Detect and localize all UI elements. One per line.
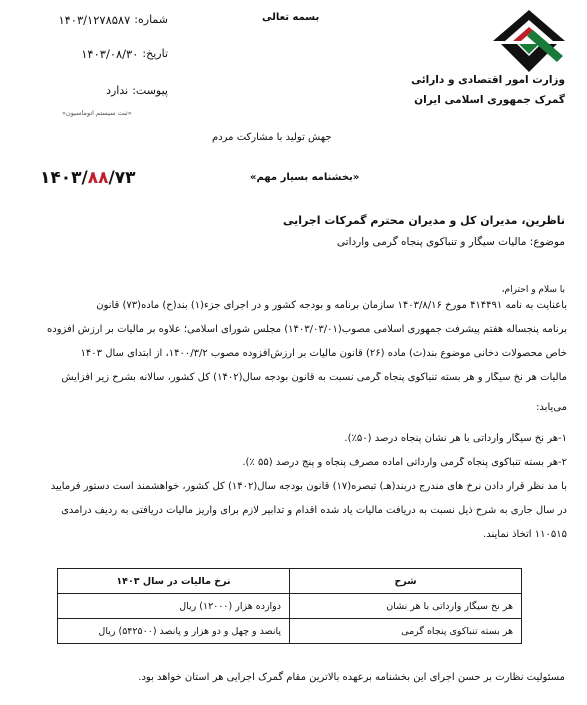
- slogan: جهش تولید با مشارکت مردم: [212, 132, 332, 143]
- column-header-description: شرح: [290, 569, 522, 594]
- org-name-line2: گمرک جمهوری اسلامی ایران: [414, 94, 565, 106]
- circular-number-seq: /۷۳: [108, 168, 136, 188]
- paragraph2-line3: ۱۱۰۵۱۵ اتخاذ نمایند.: [483, 529, 567, 540]
- paragraph1-line5: می‌یابد:: [536, 402, 567, 413]
- paragraph1-line4: مالیات هر نخ سیگار و هر بسته تنباکوی پنجاه گرمی نسبت به قانون بودجه سال(۱۴۰۲) کل کشور، سالانه بشرح زیر افزایش: [61, 372, 567, 383]
- greeting: با سلام و احترام،: [501, 285, 565, 295]
- footer-note: مسئولیت نظارت بر حسن اجرای این بخشنامه برعهده بالاترین مقام گمرک اجرایی هر استان خواهد بود.: [138, 672, 565, 683]
- attachment-value: ندارد: [106, 84, 129, 97]
- date-label: تاریخ:: [142, 47, 168, 60]
- table-cell-description: هر بسته تنباکوی پنجاه گرمی: [290, 619, 522, 644]
- date-value: ۱۴۰۳/۰۸/۳۰: [81, 47, 139, 61]
- circular-number: [40, 168, 135, 188]
- table-cell-description: هر نخ سیگار وارداتی با هر نشان: [290, 594, 522, 619]
- list-item-cigarette: ۱-هر نخ سیگار وارداتی با هر نشان پنجاه درصد (۵۰٪).: [344, 433, 567, 444]
- list-item-tobacco: ۲-هر بسته تنباکوی پنجاه گرمی وارداتی آماده مصرف پنجاه و پنج درصد (۵۵ ٪).: [242, 457, 567, 468]
- table-header-row: [58, 569, 522, 594]
- table-row: [58, 594, 522, 619]
- urgent-label: «بخشنامه بسیار مهم»: [250, 172, 360, 183]
- table-cell-rate: دوازده هزار (۱۲۰۰۰) ریال: [58, 594, 290, 619]
- attachment-field: [18, 84, 168, 97]
- paragraph2-line2: در سال جاری به شرح ذیل نسبت به دریافت مالیات یاد شده اقدام و تدابیر لازم برای واریز مالیات دریافتی به ردیف درآمدی: [61, 505, 567, 516]
- circular-number-red: ۸۸: [87, 168, 109, 188]
- paragraph1-line1: باعنایت به نامه ۴۱۴۴۹۱ مورخ ۱۴۰۳/۸/۱۶ سازمان برنامه و بودجه کشور و در اجرای جزء(۱) بند(ح) ماده(۷۳) قانون: [96, 300, 567, 311]
- bismillah: بسمه تعالی: [262, 12, 320, 23]
- number-label: شماره:: [134, 13, 168, 26]
- table-cell-rate: پانصد و چهل و دو هزار و پانصد (۵۴۲۵۰۰) ریال: [58, 619, 290, 644]
- org-name-line1: وزارت امور اقتصادی و دارائی: [411, 74, 565, 86]
- number-field: [18, 13, 168, 27]
- paragraph2-line1: با مد نظر قرار دادن نرخ های مندرج دربند(هـ) تبصره(۱۷) قانون بودجه سال(۱۴۰۲) کل کشور، خواهشمند است دستور فرمایید: [50, 481, 567, 492]
- addressee: ناظرین، مدیران کل و مدیران محترم گمرکات اجرایی: [282, 214, 565, 227]
- customs-logo: [493, 10, 565, 72]
- paragraph1-line3: خاص محصولات دخانی موضوع بند(ث) ماده (۲۶) قانون مالیات بر ارزش‌افزوده مصوب ۱۴۰۰/۳/۲، از ابتدای سال ۱۴۰۳: [80, 348, 567, 359]
- number-value: ۱۴۰۳/۱۲۷۸۵۸۷: [58, 13, 131, 27]
- tax-rate-table: [57, 568, 522, 644]
- paragraph1-line2: برنامه پنجساله هفتم پیشرفت جمهوری اسلامی مصوب(۱۴۰۳/۰۳/۰۱) مجلس شورای اسلامی؛ علاوه بر مالیات بر ارزش افزوده: [47, 324, 567, 335]
- system-note: «ثبت سیستم اتوماسیون»: [62, 109, 132, 117]
- column-header-rate: نرخ مالیات در سال ۱۴۰۳: [58, 569, 290, 594]
- attachment-label: پیوست:: [132, 84, 168, 97]
- circular-number-year: ۱۴۰۳/: [40, 168, 88, 188]
- subject: موضوع: مالیات سیگار و تنباکوی پنجاه گرمی وارداتی: [336, 236, 565, 248]
- date-field: [18, 47, 168, 61]
- table-row: [58, 619, 522, 644]
